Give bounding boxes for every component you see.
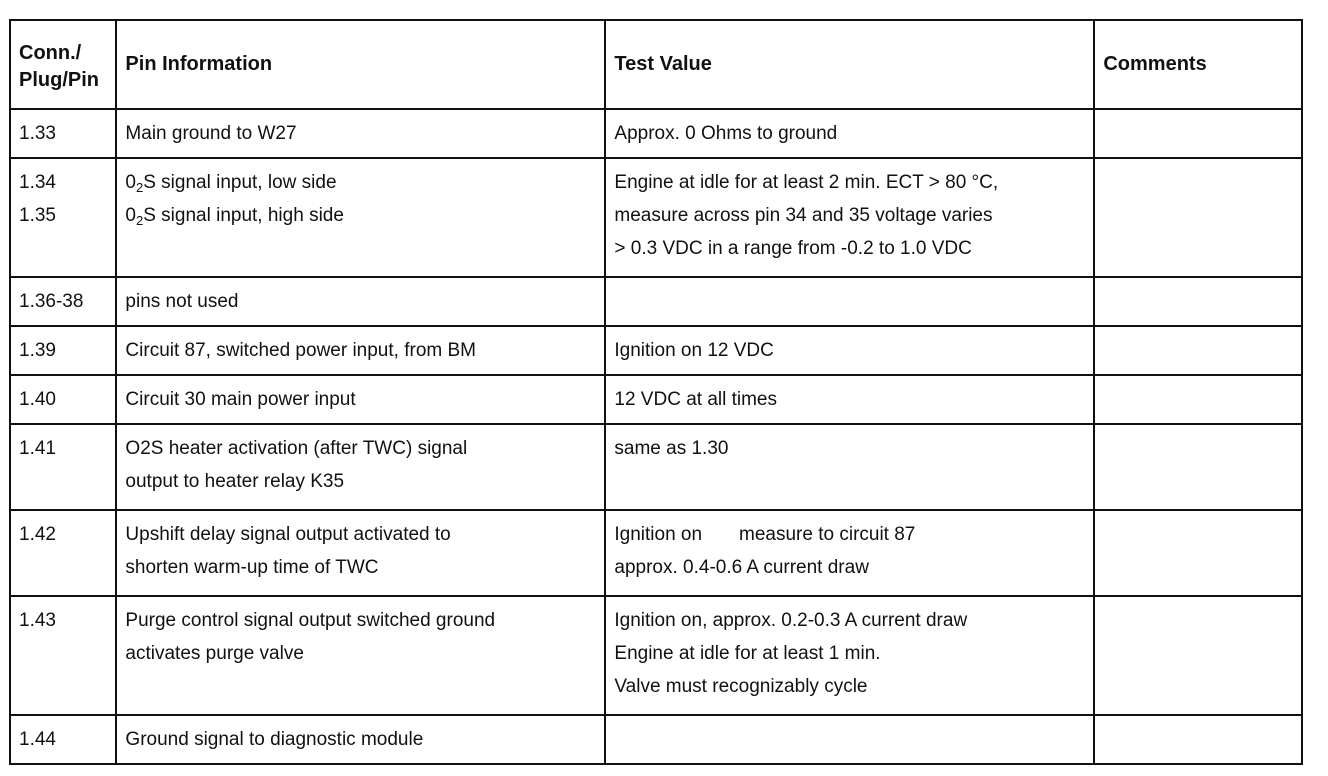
comments-cell [1094,715,1302,764]
header-pin-information: Pin Information [116,20,605,109]
pin-info-cell [116,510,605,596]
pin-info-text: S signal input, high side [143,205,344,226]
pin-info-text: output to heater relay K35 [125,471,345,492]
pin-info-text: pins not used [125,291,239,312]
table-row [10,277,1302,326]
test-value-text: measure across pin 34 and 35 voltage varies [614,205,993,226]
header-comments: Comments [1094,20,1302,109]
test-value-cell [605,277,1094,326]
o2s-subscript: 2 [136,213,144,228]
test-value-cell [605,715,1094,764]
test-value-text: approx. 0.4-0.6 A current draw [614,557,869,578]
test-value-text: Engine at idle for at least 1 min. [614,643,881,664]
test-value-text: 12 VDC at all times [614,389,778,410]
test-value-cell [605,510,1094,596]
conn-value: 1.44 [19,729,56,750]
pin-info-cell [116,424,605,510]
test-value-text: Ignition on 12 VDC [614,340,774,361]
table-row [10,596,1302,715]
comments-cell [1094,596,1302,715]
comments-cell [1094,277,1302,326]
pin-info-cell [116,375,605,424]
test-value-cell [605,596,1094,715]
test-value-text: Ignition on measure to circuit 87 [614,524,916,545]
table-row [10,715,1302,764]
header-conn-plug-pin [10,20,116,109]
o2s-prefix: 0 [125,172,136,193]
table-row [10,109,1302,158]
pin-info-text: Ground signal to diagnostic module [125,729,424,750]
conn-value: 1.43 [19,610,56,631]
test-value-cell [605,109,1094,158]
pin-info-cell [116,596,605,715]
conn-cell [10,277,116,326]
test-value-text: > 0.3 VDC in a range from -0.2 to 1.0 VDC [614,238,972,259]
test-value-text: Approx. 0 Ohms to ground [614,123,838,144]
table-row [10,375,1302,424]
header-conn-line1: Conn./ [19,41,82,64]
pin-info-cell [116,158,605,277]
conn-cell [10,596,116,715]
pin-info-text: O2S heater activation (after TWC) signal [125,438,468,459]
conn-cell [10,375,116,424]
pin-info-text: S signal input, low side [143,172,337,193]
table-header-row [10,20,1302,109]
conn-value: 1.36-38 [19,291,84,312]
comments-cell [1094,326,1302,375]
pin-info-text: Upshift delay signal output activated to [125,524,451,545]
header-test-value: Test Value [605,20,1094,109]
conn-cell [10,158,116,277]
conn-value: 1.42 [19,524,56,545]
table-row [10,424,1302,510]
conn-cell [10,109,116,158]
pin-info-text: activates purge valve [125,643,304,664]
test-value-cell [605,158,1094,277]
pin-info-text: Circuit 30 main power input [125,389,356,410]
test-value-text: Ignition on, approx. 0.2-0.3 A current draw [614,610,968,631]
conn-cell [10,326,116,375]
o2s-subscript: 2 [136,180,144,195]
header-conn-line2: Plug/Pin [19,68,99,91]
conn-cell [10,424,116,510]
conn-value: 1.33 [19,123,56,144]
pin-info-line [125,166,596,199]
test-value-text: Valve must recognizably cycle [614,676,868,697]
conn-cell [10,510,116,596]
table-row [10,158,1302,277]
table-row [10,510,1302,596]
comments-cell [1094,510,1302,596]
test-value-text: Engine at idle for at least 2 min. ECT > 80 °C, [614,172,999,193]
pin-info-cell [116,715,605,764]
comments-cell [1094,375,1302,424]
conn-value: 1.34 [19,172,56,193]
test-value-cell [605,424,1094,510]
test-value-text: same as 1.30 [614,438,729,459]
comments-cell [1094,158,1302,277]
conn-cell [10,715,116,764]
pin-information-table [9,19,1303,765]
pin-info-text: shorten warm-up time of TWC [125,557,379,578]
comments-cell [1094,109,1302,158]
pin-info-cell [116,326,605,375]
conn-value: 1.35 [19,205,56,226]
pin-info-line [125,199,596,232]
pin-info-cell [116,109,605,158]
pin-info-text: Purge control signal output switched ground [125,610,496,631]
o2s-prefix: 0 [125,205,136,226]
conn-value: 1.39 [19,340,56,361]
test-value-cell [605,375,1094,424]
comments-cell [1094,424,1302,510]
pin-info-text: Circuit 87, switched power input, from BM [125,340,476,361]
conn-value: 1.40 [19,389,56,410]
test-value-cell [605,326,1094,375]
pin-info-text: Main ground to W27 [125,123,297,144]
pin-info-cell [116,277,605,326]
conn-value: 1.41 [19,438,56,459]
table-row [10,326,1302,375]
